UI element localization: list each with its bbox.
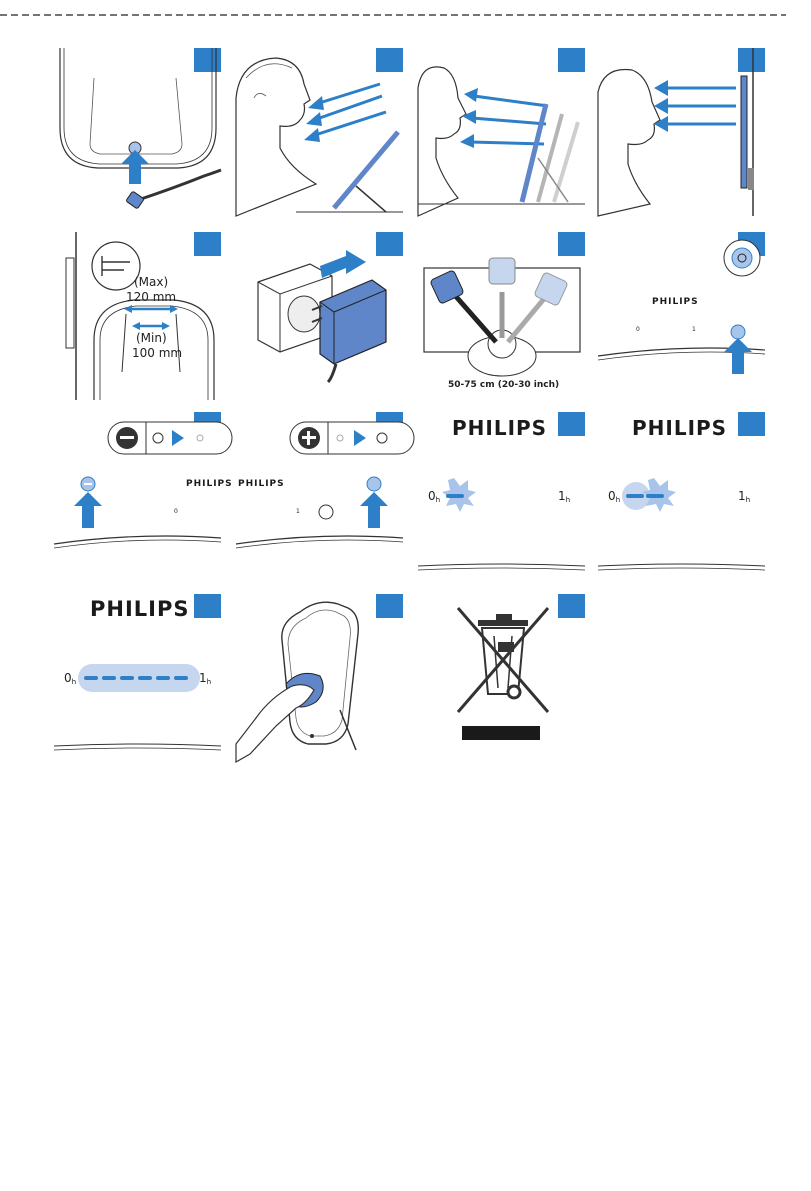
max-label: (Max) — [134, 275, 169, 289]
min-value: 100 mm — [132, 346, 183, 360]
timer-start-label: $0_h$ — [64, 671, 77, 686]
power-button-illustration — [598, 232, 765, 400]
timer-end-label: $1_h$ — [558, 489, 571, 504]
panel-increase-intensity — [236, 412, 403, 580]
adapter-socket-illustration — [236, 232, 403, 400]
panel-timer-full — [54, 594, 221, 762]
timer-end-label: $1_h$ — [738, 489, 751, 504]
panel-disposal — [418, 594, 585, 762]
cleaning-cloth-illustration — [236, 594, 403, 762]
brand-logo: PHILIPS — [452, 416, 548, 440]
panel-tilt-lamp — [418, 48, 585, 216]
panel-adapter-socket — [236, 232, 403, 400]
brand-logo: PHILIPS — [90, 597, 190, 621]
wall-mount-face-illustration — [598, 48, 765, 216]
tilt-lamp-face-illustration — [418, 48, 585, 216]
wall-bracket-distance-illustration — [54, 232, 221, 400]
panel-cable-plug-in — [54, 48, 221, 216]
decrease-intensity-illustration — [54, 412, 221, 580]
panel-decrease-intensity — [54, 412, 233, 580]
panel-wall-bracket — [54, 232, 221, 400]
panel-timer-two-segments — [598, 412, 765, 580]
timer-start-label: 0 — [174, 508, 178, 515]
panel-wall-mount — [598, 48, 765, 216]
max-value: 120 mm — [126, 290, 177, 304]
weee-crossed-bin-icon — [418, 594, 585, 762]
increase-intensity-illustration — [236, 412, 403, 580]
timer-start-label: $0_h$ — [428, 489, 441, 504]
timer-end-label: 1 — [296, 508, 300, 515]
panel-cleaning — [236, 594, 403, 762]
distance-caption: 50-75 cm (20-30 inch) — [448, 380, 560, 390]
dashed-cut-line — [0, 14, 811, 16]
brand-logo: PHILIPS — [238, 479, 285, 489]
timer-start-label: $0_h$ — [608, 489, 621, 504]
panel-power-button — [598, 232, 765, 400]
panel-placement-distance — [418, 232, 585, 400]
brand-logo: PHILIPS — [186, 479, 233, 489]
panel-light-angle — [236, 48, 403, 216]
timer-end-label: $1_h$ — [199, 671, 212, 686]
panel-timer-first-segment — [418, 412, 585, 580]
cable-plug-in-illustration — [54, 48, 221, 216]
min-label: (Min) — [136, 331, 167, 345]
brand-logo: PHILIPS — [632, 416, 728, 440]
brand-logo: PHILIPS — [652, 297, 699, 307]
light-angle-face-illustration — [236, 48, 403, 216]
timer-end-label: 1 — [692, 326, 696, 333]
placement-distance-illustration — [418, 232, 585, 400]
timer-start-label: 0 — [636, 326, 640, 333]
